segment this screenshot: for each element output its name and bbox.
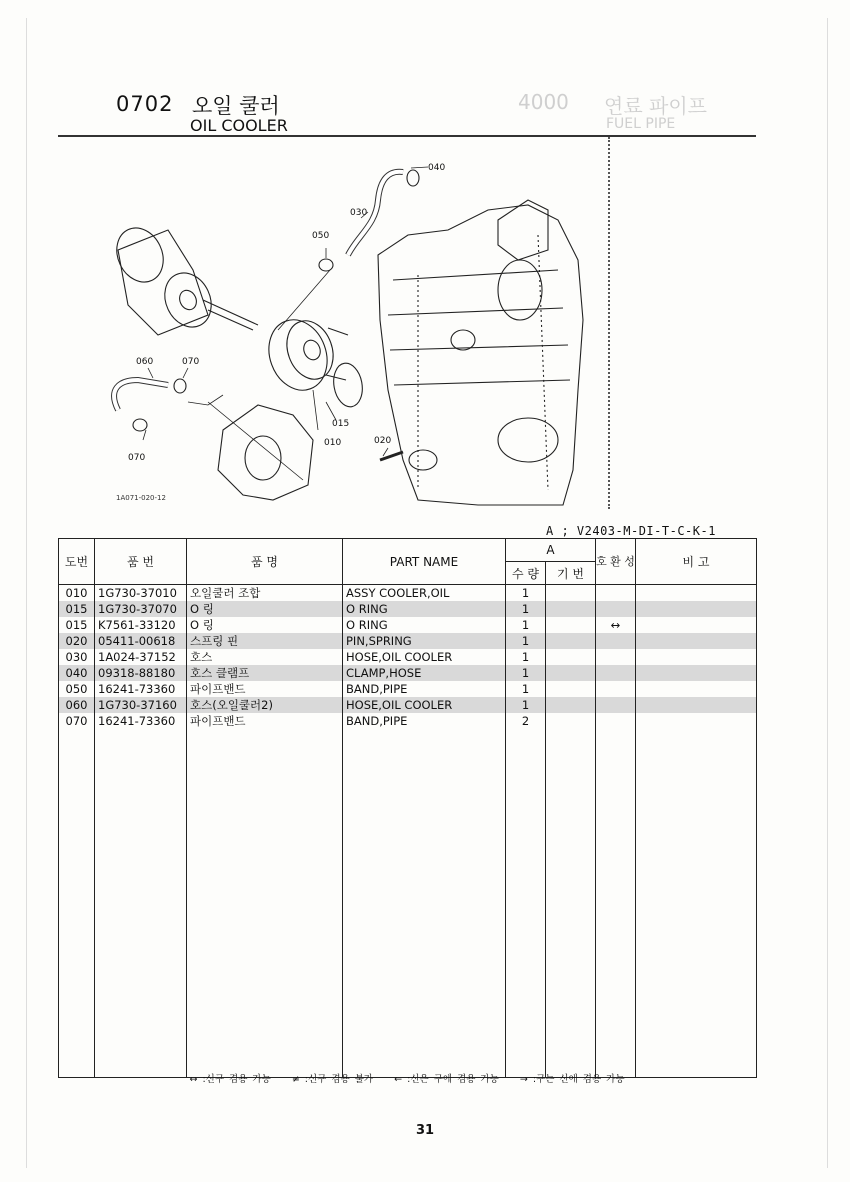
cell-part-no: 1G730-37160 <box>95 697 187 713</box>
empty-cell <box>59 729 95 1078</box>
col-remarks: 비 고 <box>636 539 757 585</box>
col-ref: 도번 <box>59 539 95 585</box>
cell-part-no: 1G730-37010 <box>95 585 187 602</box>
empty-cell <box>636 729 757 1078</box>
callout-070-lower: 070 <box>128 453 146 463</box>
cell-remarks <box>636 713 757 729</box>
cell-ref: 060 <box>59 697 95 713</box>
exploded-diagram <box>58 140 606 512</box>
cell-base <box>546 617 596 633</box>
col-part-no: 품 번 <box>95 539 187 585</box>
table-row <box>59 585 757 602</box>
cell-base <box>546 713 596 729</box>
cell-interchange <box>596 713 636 729</box>
cell-name-ko: 호스(오일쿨러2) <box>187 697 343 713</box>
empty-cell <box>596 729 636 1078</box>
cell-ref: 015 <box>59 601 95 617</box>
cell-base <box>546 649 596 665</box>
diagram-caption: 1A071-020-12 <box>116 494 166 502</box>
cell-ref: 070 <box>59 713 95 729</box>
empty-cell <box>506 729 546 1078</box>
cell-part-name: ASSY COOLER,OIL <box>343 585 506 602</box>
cell-name-ko: 파이프밴드 <box>187 713 343 729</box>
cell-remarks <box>636 601 757 617</box>
cell-ref: 050 <box>59 681 95 697</box>
legend-item-compatible: ↔ :신구 겸용 가능 <box>189 1074 271 1085</box>
cell-remarks <box>636 681 757 697</box>
cell-qty: 1 <box>506 633 546 649</box>
cell-part-name: BAND,PIPE <box>343 713 506 729</box>
col-group-a: A <box>506 539 596 562</box>
cell-part-no: 09318-88180 <box>95 665 187 681</box>
cell-part-name: O RING <box>343 601 506 617</box>
table-row <box>59 617 757 633</box>
callout-040: 040 <box>428 163 446 173</box>
cell-ref: 030 <box>59 649 95 665</box>
legend-item-new-to-old: ← :신은 구에 겸용 가능 <box>394 1074 499 1085</box>
empty-cell <box>95 729 187 1078</box>
cell-part-no: K7561-33120 <box>95 617 187 633</box>
section-code: 0702 <box>116 92 174 116</box>
empty-rows-area <box>59 729 757 1078</box>
cell-part-name: CLAMP,HOSE <box>343 665 506 681</box>
cell-qty: 1 <box>506 649 546 665</box>
callout-030: 030 <box>350 208 368 218</box>
table-row <box>59 633 757 649</box>
cell-part-no: 1G730-37070 <box>95 601 187 617</box>
cell-name-ko: 호스 <box>187 649 343 665</box>
parts-table <box>58 538 757 1078</box>
cell-ref: 040 <box>59 665 95 681</box>
section-title-ko: 오일 쿨러 <box>192 94 280 118</box>
model-line: A ; V2403-M-DI-T-C-K-1 <box>546 524 716 538</box>
cell-interchange <box>596 649 636 665</box>
callout-020: 020 <box>374 436 392 446</box>
table-row <box>59 665 757 681</box>
empty-cell <box>343 729 506 1078</box>
cell-base <box>546 601 596 617</box>
parts-table-body <box>59 585 757 1078</box>
cell-ref: 010 <box>59 585 95 602</box>
cell-part-no: 16241-73360 <box>95 681 187 697</box>
cell-qty: 1 <box>506 617 546 633</box>
cell-remarks <box>636 633 757 649</box>
cell-interchange: ↔ <box>596 617 636 633</box>
callout-015: 015 <box>332 419 350 429</box>
cell-part-name: O RING <box>343 617 506 633</box>
cell-part-name: BAND,PIPE <box>343 681 506 697</box>
cell-name-ko: 호스 클램프 <box>187 665 343 681</box>
ghost-code: 4000 <box>518 90 569 114</box>
cell-base <box>546 633 596 649</box>
legend-item-incompatible: ≠ :신구 겸용 불가 <box>291 1074 374 1085</box>
header-rule <box>58 135 756 137</box>
cell-interchange <box>596 633 636 649</box>
table-row <box>59 713 757 729</box>
dotted-divider <box>608 137 610 509</box>
table-row <box>59 681 757 697</box>
col-interchange: 호 환 성 <box>596 539 636 585</box>
cell-part-no: 1A024-37152 <box>95 649 187 665</box>
ghost-title-en: FUEL PIPE <box>606 116 676 132</box>
legend <box>58 1071 756 1085</box>
table-row <box>59 649 757 665</box>
section-title-en: OIL COOLER <box>190 116 288 135</box>
cell-name-ko: 오일쿨러 조합 <box>187 585 343 602</box>
cell-qty: 1 <box>506 697 546 713</box>
table-row <box>59 601 757 617</box>
cell-interchange <box>596 665 636 681</box>
cell-interchange <box>596 697 636 713</box>
callout-060: 060 <box>136 357 154 367</box>
cell-part-name: HOSE,OIL COOLER <box>343 649 506 665</box>
col-qty: 수 량 <box>506 562 546 585</box>
cell-part-name: HOSE,OIL COOLER <box>343 697 506 713</box>
cell-base <box>546 585 596 602</box>
cell-ref: 020 <box>59 633 95 649</box>
cell-interchange <box>596 681 636 697</box>
empty-cell <box>187 729 343 1078</box>
cell-qty: 1 <box>506 681 546 697</box>
callout-070: 070 <box>182 357 200 367</box>
cell-part-name: PIN,SPRING <box>343 633 506 649</box>
cell-base <box>546 697 596 713</box>
cell-remarks <box>636 649 757 665</box>
cell-remarks <box>636 617 757 633</box>
cell-qty: 1 <box>506 601 546 617</box>
cell-name-ko: O 링 <box>187 617 343 633</box>
cell-qty: 1 <box>506 665 546 681</box>
cell-remarks <box>636 697 757 713</box>
col-base: 기 번 <box>546 562 596 585</box>
cell-part-no: 16241-73360 <box>95 713 187 729</box>
cell-base <box>546 681 596 697</box>
cell-qty: 2 <box>506 713 546 729</box>
cell-remarks <box>636 665 757 681</box>
legend-item-old-to-new: → :구는 신에 겸용 가능 <box>519 1074 625 1085</box>
cell-name-ko: 파이프밴드 <box>187 681 343 697</box>
ghost-title-ko: 연료 파이프 <box>604 94 707 118</box>
cell-qty: 1 <box>506 585 546 602</box>
cell-interchange <box>596 601 636 617</box>
page-number: 31 <box>415 1123 435 1138</box>
empty-cell <box>546 729 596 1078</box>
cell-interchange <box>596 585 636 602</box>
cell-ref: 015 <box>59 617 95 633</box>
callout-010: 010 <box>324 438 342 448</box>
callout-050: 050 <box>312 231 330 241</box>
cell-part-no: 05411-00618 <box>95 633 187 649</box>
cell-base <box>546 665 596 681</box>
cell-name-ko: O 링 <box>187 601 343 617</box>
cell-remarks <box>636 585 757 602</box>
col-name-ko: 품 명 <box>187 539 343 585</box>
col-part-name: PART NAME <box>343 539 506 585</box>
cell-name-ko: 스프링 핀 <box>187 633 343 649</box>
table-row <box>59 697 757 713</box>
